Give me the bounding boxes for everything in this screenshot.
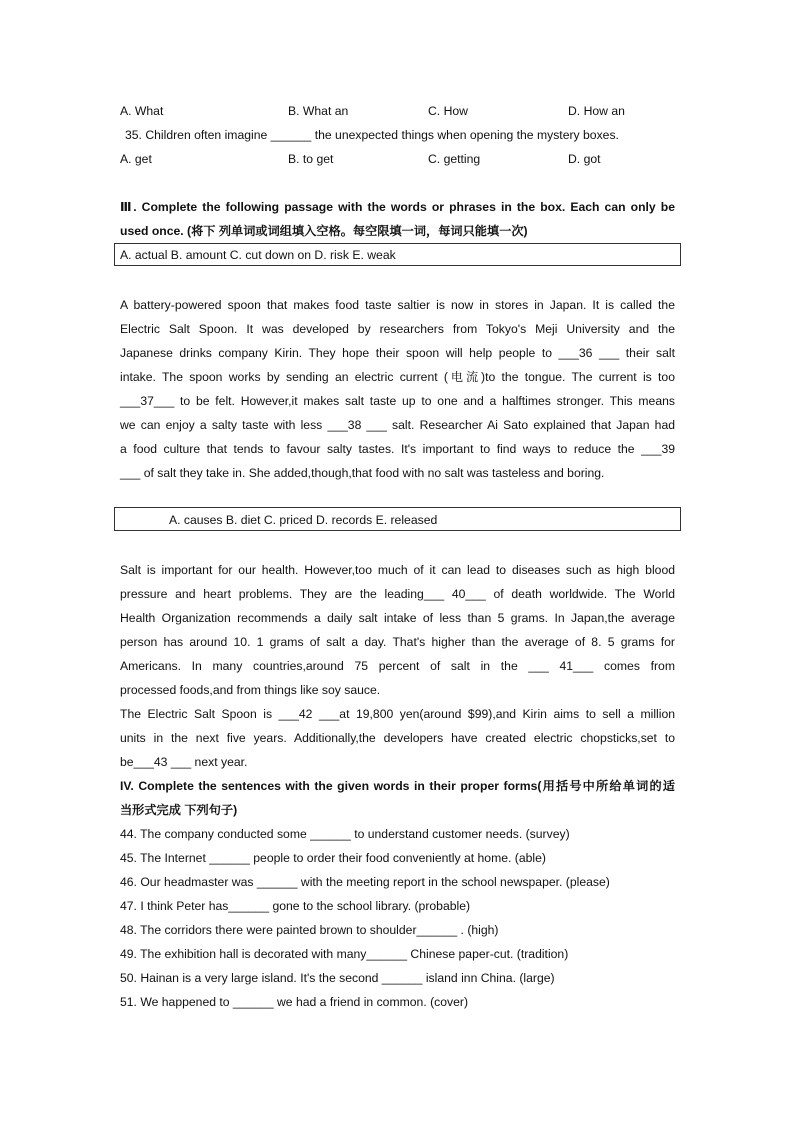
word-box-2: A. causes B. diet C. priced D. records E. released: [114, 507, 681, 531]
sentence-item: 50. Hainan is a very large island. It's the second ______ island inn China. (large): [120, 971, 555, 985]
sentence-item: 44. The company conducted some ______ to understand customer needs. (survey): [120, 827, 570, 841]
passage-2-line: processed foods,and from things like soy sauce.: [120, 683, 381, 697]
q35-question: 35. Children often imagine ______ the unexpected things when opening the mystery boxes.: [125, 128, 619, 142]
q35-option-d: D. got: [568, 152, 601, 166]
sentence-item: 45. The Internet ______ people to order their food conveniently at home. (able): [120, 851, 546, 865]
q34-option-b: B. What an: [288, 104, 349, 118]
passage-2-line: be___43 ___ next year.: [120, 755, 248, 769]
sentence-item: 48. The corridors there were painted brown to shoulder______ . (high): [120, 923, 499, 937]
sentence-item: 49. The exhibition hall is decorated with many______ Chinese paper-cut. (tradition): [120, 947, 569, 961]
q34-option-d: D. How an: [568, 104, 625, 118]
passage-2-line: The Electric Salt Spoon is ___42 ___at 19,800 yen(around $99),and Kirin aims to sell a million: [120, 707, 675, 721]
passage-1-line: ___ of salt they take in. She added,though,that food with no salt was tasteless and boring.: [120, 466, 605, 480]
passage-1-line: we can enjoy a salty taste with less ___38 ___ salt. Researcher Ai Sato explained that Japan had: [120, 418, 675, 432]
section4-heading-line2: 当形式完成 下列句子): [120, 803, 238, 817]
q34-option-a: A. What: [120, 104, 164, 118]
section3-heading-line2: used once. (将下 列单词或词组填入空格。每空限填一词，每词只能填一次): [120, 224, 528, 238]
passage-2-line: Health Organization recommends a daily salt intake of less than 5 grams. In Japan,the average: [120, 611, 675, 625]
passage-2-line: pressure and heart problems. They are the leading___ 40___ of death worldwide. The World: [120, 587, 675, 601]
passage-1-line: ___37___ to be felt. However,it makes salt taste up to one and a halftimes stronger. This means: [120, 394, 675, 408]
sentence-item: 51. We happened to ______ we had a friend in common. (cover): [120, 995, 469, 1009]
passage-1-line: Japanese drinks company Kirin. They hope their spoon will help people to ___36 ___ their salt: [120, 346, 675, 360]
q35-option-b: B. to get: [288, 152, 334, 166]
q35-option-c: C. getting: [428, 152, 481, 166]
passage-1-line: intake. The spoon works by sending an electric current (电流)to the tongue. The current is too: [120, 370, 675, 384]
q34-option-c: C. How: [428, 104, 468, 118]
passage-1-line: a food culture that tends to favour salty tastes. It's important to find ways to reduce the ___39: [120, 442, 675, 456]
q35-option-a: A. get: [120, 152, 152, 166]
sentence-item: 46. Our headmaster was ______ with the meeting report in the school newspaper. (please): [120, 875, 610, 889]
word-box-1: A. actual B. amount C. cut down on D. risk E. weak: [114, 243, 681, 266]
passage-1-line: A battery-powered spoon that makes food taste saltier is now in stores in Japan. It is called the: [120, 298, 675, 312]
passage-2-line: Salt is important for our health. However,too much of it can lead to diseases such as high blood: [120, 563, 675, 577]
passage-2-line: person has around 10. 1 grams of salt a day. That's higher than the average of 8. 5 grams for: [120, 635, 675, 649]
passage-2-line: Americans. In many countries,around 75 percent of salt in the ___ 41___ comes from: [120, 659, 675, 673]
passage-2-line: units in the next five years. Additionally,the developers have created electric chopsticks,set to: [120, 731, 675, 745]
sentence-item: 47. I think Peter has______ gone to the school library. (probable): [120, 899, 471, 913]
section3-heading-line1: Ⅲ. Complete the following passage with the words or phrases in the box. Each can only be: [120, 200, 675, 214]
passage-1-line: Electric Salt Spoon. It was developed by researchers from Tokyo's Meji University and the: [120, 322, 675, 336]
section4-heading-line1: IV. Complete the sentences with the given words in their proper forms(用括号中所给单词的适: [120, 779, 675, 793]
